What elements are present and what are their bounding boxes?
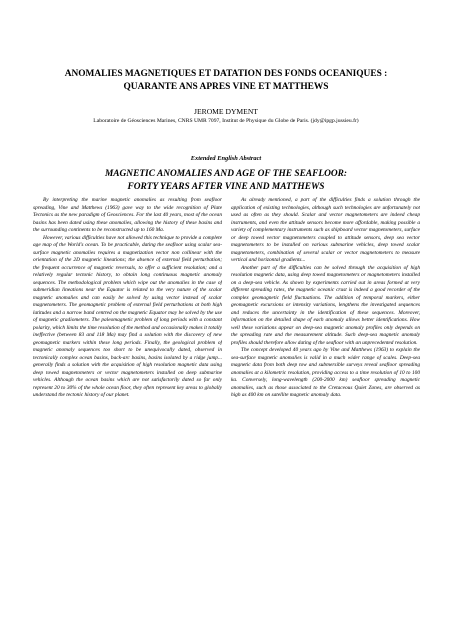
english-title: [20, 168, 432, 194]
author-name: JEROME DYMENT: [194, 107, 258, 116]
right-column: [231, 197, 420, 617]
left-column: [33, 197, 222, 617]
right-paragraph-1: As already mentioned, a part of the difficulties finds a solution through the application of existing technologies, although such technologies are unfortunately not used as often as they should. Scalar and vector magnetometers are indeed cheap instruments, and even the attitude sensors become more affordable, making possible a variety of complementary instruments such as shipboard vector magnetometers, surface or deep towed vector magnetometers coupled to attitude sensors, deep sea vector magnetometers to be installed on various submarine vehicles, deep towed scalar magnetometers, combination of several scalar or vector magnetometers to measure vertical and horizontal gradients...: [231, 197, 420, 263]
right-paragraph-3: The concept developed 40 years ago by Vine and Matthews (1963) to explain the sea-surface magnetic anomalies is valid in a much wider range of scales. Deep-sea magnetic data from both deep tow and submersible surveys reveal seafloor spreading anomalies at a kilometric resolution, providing access to a time resolution of 10 to 100 ka. Conversely, long-wavelength (200-2000 km) seafloor spreading magnetic anomalies, such as those associated to the Cretaceous Quiet Zones, are observed as high as 400 km on satellite magnetic anomaly data.: [231, 347, 420, 398]
french-title: [20, 68, 432, 94]
english-title-line-2: FORTY YEARS AFTER VINE AND MATTHEWS: [127, 182, 325, 192]
abstract-label: Extended English Abstract: [190, 155, 262, 162]
author-affiliation: Laboratoire de Géosciences Marines, CNRS UMR 7097, Institut de Physique du Globe de Paris. (jdy@ipgp.jussieu.fr): [93, 118, 359, 124]
english-title-line-1: MAGNETIC ANOMALIES AND AGE OF THE SEAFLOOR:: [104, 169, 348, 179]
french-title-line-2: QUARANTE ANS APRES VINE ET MATTHEWS: [123, 82, 329, 92]
left-paragraph-2: However, various difficulties have not allowed this technique to provide a complete age map of the World's ocean. To be practicable, dating the seafloor using scalar sea-surface magnetic anomalies requires a magnetization vector non collinear with the orientation of the 2D magnetic lineations; the absence of external field perturbation; the frequent occurrence of magnetic reversals, to offer a sufficient resolution; and a relatively regular tectonic history, to obtain long continuous magnetic anomaly sequences. The methodological problem which wipe out the anomalies in the case of submeridian lineations near the Equator is related to the very nature of the scalar magnetic anomalies and can easily be solved by using vector instead of scalar magnetometers. The geomagnetic problem of external field perturbations at both high latitudes and a narrow band centred on the magnetic Equator may be solved by the use of magnetic gradiometers. The paleomagnetic problem of long periods with a constant polarity, which limits the time resolution of the method and occasionally makes it totally ineffective (between 83 and 118 Ma) may find a solution with the discovery of new geomagnetic markers within these long periods. Finally, the geological problem of magnetic anomaly sequences too short to be unequivocally dated, observed in tectonically complex ocean basins, back-arc basins, basins isolated by a ridge jump... generally finds a solution with the acquisition of high resolution magnetic data using deep towed magnetometers or vector magnetometers installed on deep submarine vehicles. Although the ocean basins which are not satisfactorily dated so far only represent 20 to 30% of the whole ocean floor, they often represent key areas to globally understand the tectonic history of our planet.: [33, 234, 222, 398]
french-title-line-1: ANOMALIES MAGNETIQUES ET DATATION DES FONDS OCEANIQUES :: [64, 69, 388, 79]
left-paragraph-1: By interpreting the marine magnetic anomalies as resulting from seafloor spreading, Vine and Matthews (1963) gave way to the wide recognition of Plate Tectonics as the new paradigm of Geosciences. For the last 40 years, most of the ocean basins has been dated using these anomalies, allowing the history of these basins and the surrounding continents to be reconstructed up to 160 Ma.: [33, 197, 222, 233]
right-paragraph-2: Another part of the difficulties can be solved through the acquisition of high resolution magnetic data, using deep towed magnetometers or magnetometers installed on a deep-sea vehicle. As shown by experiments carried out in areas formed at very different spreading rates, the magnetic oceanic crust is indeed a good recorder of the complex geomagnetic field fluctuations. The addition of temporal markers, either geomagnetic excursions or intensity variations, lengthens the investigated sequences and reduces the uncertainty in the identification of these sequences. Moreover, information on the detailed shape of each anomaly allows better identifications. How well these variations appear on deep-sea magnetic anomaly profiles only depends on the spreading rate and the measurement altitude. Such deep-sea magnetic anomaly profiles should therefore allow dating of the seafloor with an unprecedented resolution.: [231, 264, 420, 346]
